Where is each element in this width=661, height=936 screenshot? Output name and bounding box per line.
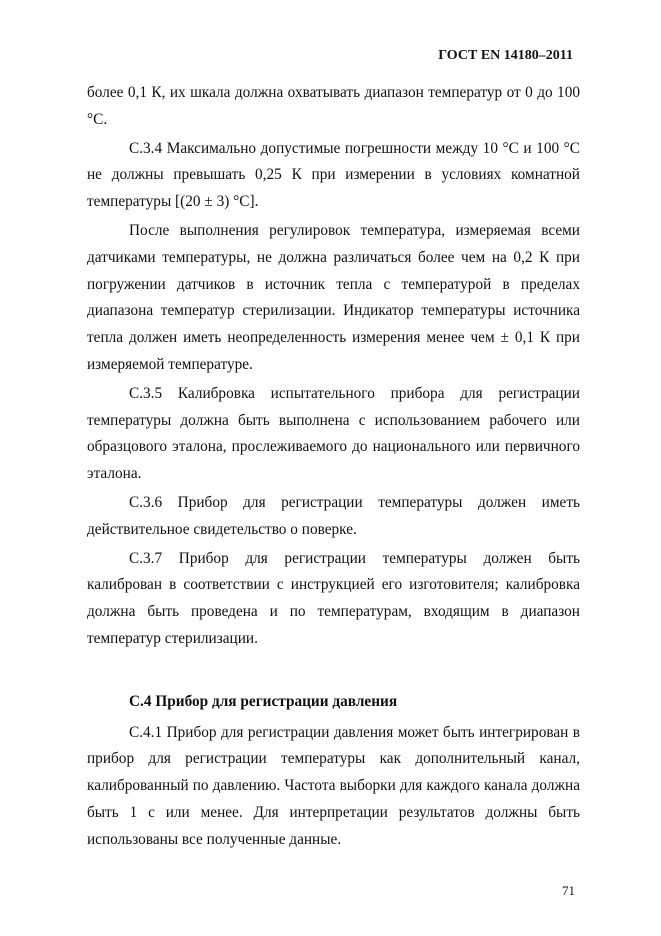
document-header: ГОСТ EN 14180–2011 [438,48,573,63]
paragraph-calibration: После выполнения регулировок температура, измеряемая всеми датчиками температуры, не должна различаться более чем на 0,2 К при погружении датчиков в источник тепла с температурой в пределах диапазона температур стерилизации. Индикатор температуры источника тепла должен иметь неопределенность измерения менее чем ± 0,1 К при измеряемой температуре. [87,221,580,373]
paragraph-c37: С.3.7 Прибор для регистрации температуры должен быть калиброван в соответствии с инструкцией его изготовителя; калибровка должна быть проведена и по температурам, входящим в диапазон температур стерилизации. [87,549,580,647]
paragraph-c34: С.3.4 Максимально допустимые погрешности между 10 °С и 100 °С не должны превышать 0,25 К при измерении в условиях комнатной температуры [(20 ± 3) °С]. [87,139,580,211]
body-text [87,80,580,856]
section-title-c4: С.4 Прибор для регистрации давления [129,692,398,710]
paragraph-c41: С.4.1 Прибор для регистрации давления может быть интегрирован в прибор для регистрации температуры как дополнительный канал, калиброванный по давлению. Частота выборки для каждого канала должна быть 1 с или менее. Для интерпретации результатов должны быть использованы все полученные данные. [87,723,580,848]
paragraph-continuation: более 0,1 К, их шкала должна охватывать диапазон температур от 0 до 100 °С. [87,84,580,128]
paragraph-c36: С.3.6 Прибор для регистрации температуры должен иметь действительное свидетельство о поверке. [87,493,580,538]
page-number: 71 [562,883,575,898]
paragraph-c35: С.3.5 Калибровка испытательного прибора для регистрации температуры должна быть выполнена с использованием рабочего или образцового эталона, прослеживаемого до национального или первичного эталона. [87,384,580,483]
